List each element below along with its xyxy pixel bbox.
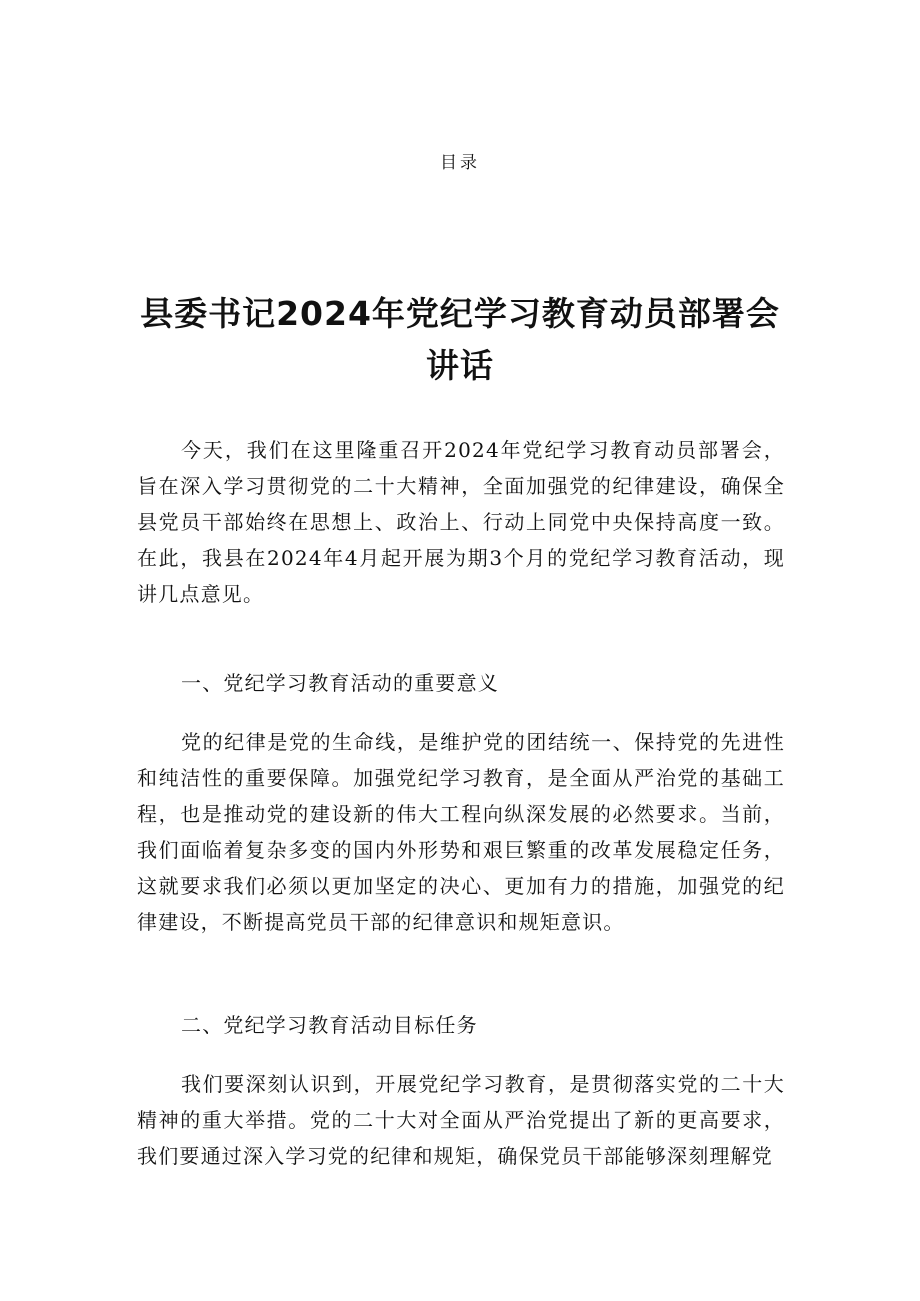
section-1-paragraph: 党的纪律是党的生命线，是维护党的团结统一、保持党的先进性和纯洁性的重要保障。加强党纪学习教育，是全面从严治党的基础工程，也是推动党的建设新的伟大工程向纵深发展的必然要求。当前，我们面临着复杂多变的国内外形势和艰巨繁重的改革发展稳定任务，这就要求我们必须以更加坚定的决心、更加有力的措施，加强党的纪律建设，不断提高党员干部的纪律意识和规矩意识。 <box>137 730 785 934</box>
intro-paragraph: 今天，我们在这里隆重召开2024年党纪学习教育动员部署会，旨在深入学习贯彻党的二十大精神，全面加强党的纪律建设，确保全县党员干部始终在思想上、政治上、行动上同党中央保持高度一致。在此，我县在2024年4月起开展为期3个月的党纪学习教育活动，现讲几点意见。 <box>137 438 785 606</box>
section-1-heading: 一、党纪学习教育活动的重要意义 <box>181 671 499 695</box>
toc-label: 目录 <box>440 153 480 173</box>
section-2-paragraph: 我们要深刻认识到，开展党纪学习教育，是贯彻落实党的二十大精神的重大举措。党的二十大对全面从严治党提出了新的更高要求，我们要通过深入学习党的纪律和规矩，确保党员干部能够深刻理解党 <box>137 1072 785 1168</box>
document-title: 县委书记2024年党纪学习教育动员部署会讲话 <box>140 294 780 385</box>
section-2-heading: 二、党纪学习教育活动目标任务 <box>181 1013 478 1037</box>
